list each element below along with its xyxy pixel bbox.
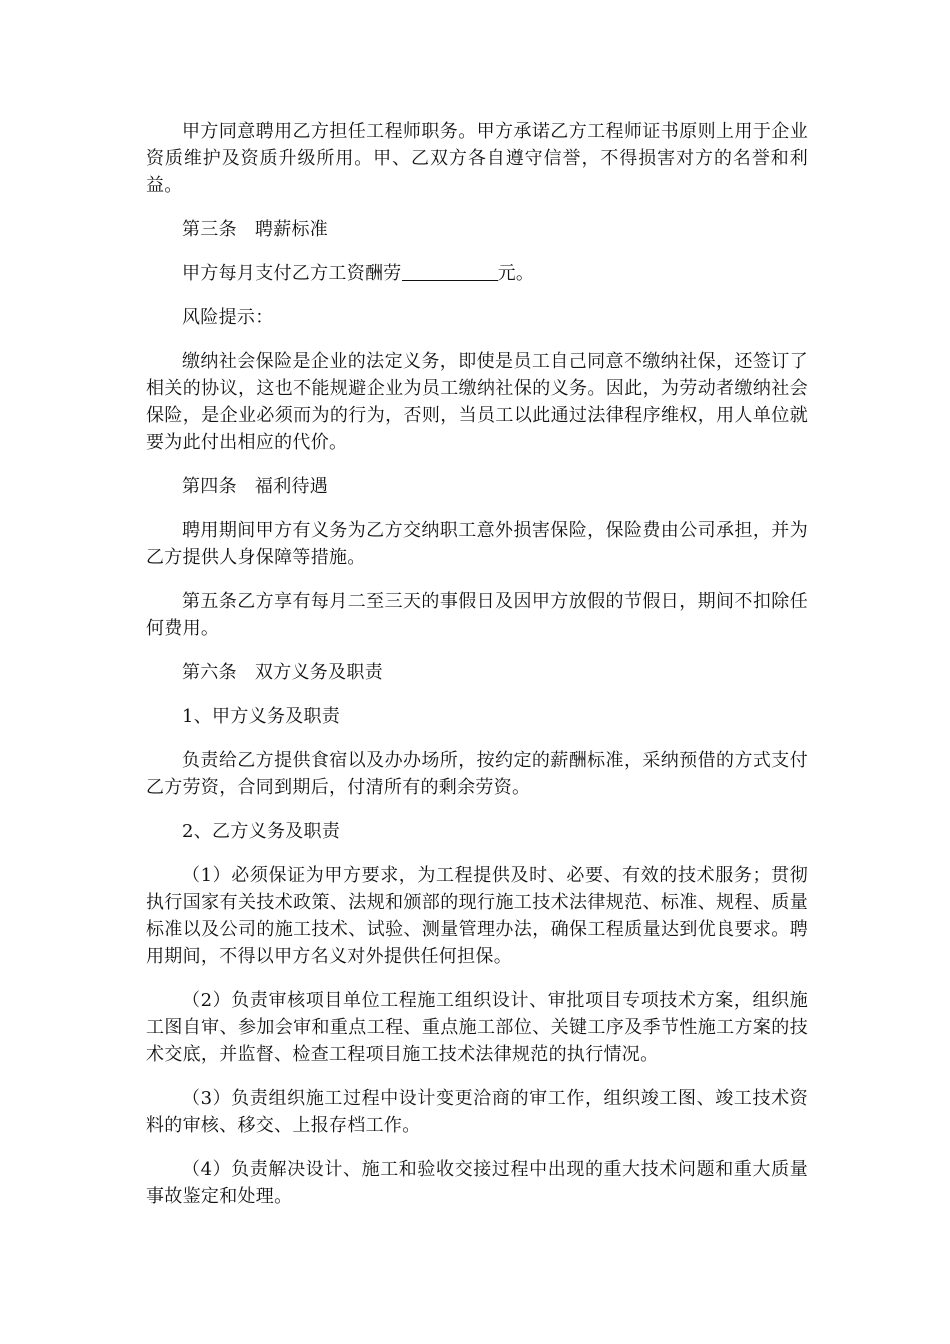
salary-blank	[402, 262, 498, 281]
duty-3: （3）负责组织施工过程中设计变更洽商的审工作，组织竣工图、竣工技术资料的审核、移交、上报存档工作。	[146, 1088, 808, 1136]
article-5-text: 乙方享有每月二至三天的事假日及因甲方放假的节假日，期间不扣除任何费用。	[146, 591, 808, 639]
article-4-heading	[146, 473, 808, 500]
article-title: 福利待遇	[254, 476, 329, 497]
party-b-heading: 2、乙方义务及职责	[182, 821, 341, 842]
salary-prefix: 甲方每月支付乙方工资酬劳	[182, 263, 402, 284]
article-3-heading	[146, 216, 808, 243]
duty-1: （1）必须保证为甲方要求，为工程提供及时、必要、有效的技术服务；贯彻执行国家有关技术政策、法规和颁部的现行施工技术法律规范、标准、规程、质量标准以及公司的施工技术、试验、测量管理办法，确保工程质量达到优良要求。聘用期间，不得以甲方名义对外提供任何担保。	[146, 865, 808, 967]
article-6-heading	[146, 659, 808, 686]
duty-4: （4）负责解决设计、施工和验收交接过程中出现的重大技术问题和重大质量事故鉴定和处理。	[146, 1159, 808, 1207]
article-5	[146, 588, 808, 642]
document-page	[146, 118, 808, 1227]
welfare-text: 聘用期间甲方有义务为乙方交纳职工意外损害保险，保险费由公司承担，并为乙方提供人身保障等措施。	[146, 520, 808, 568]
risk-label: 风险提示：	[182, 307, 274, 328]
party-a-text: 负责给乙方提供食宿以及办办场所，按约定的薪酬标准，采纳预借的方式支付乙方劳资，合同到期后，付清所有的剩余劳资。	[146, 750, 808, 798]
salary-line	[146, 260, 808, 287]
risk-text: 缴纳社会保险是企业的法定义务，即使是员工自己同意不缴纳社保，还签订了相关的协议，这也不能规避企业为员工缴纳社保的义务。因此，为劳动者缴纳社会保险，是企业必须而为的行为，否则，当员工以此通过法律程序维权，用人单位就要为此付出相应的代价。	[146, 351, 808, 453]
duty-2: （2）负责审核项目单位工程施工组织设计、审批项目专项技术方案，组织施工图自审、参加会审和重点工程、重点施工部位、关键工序及季节性施工方案的技术交底，并监督、检查工程项目施工技术法律规范的执行情况。	[146, 990, 808, 1065]
article-title: 聘薪标准	[254, 219, 329, 240]
article-number: 第五条	[182, 591, 238, 612]
paragraph-engagement: 甲方同意聘用乙方担任工程师职务。甲方承诺乙方工程师证书原则上用于企业资质维护及资质升级所用。甲、乙双方各自遵守信誉，不得损害对方的名誉和利益。	[146, 121, 808, 196]
party-a-heading: 1、甲方义务及职责	[182, 706, 341, 727]
article-title: 双方义务及职责	[254, 662, 384, 683]
article-number: 第六条	[182, 662, 237, 683]
salary-suffix: 元。	[497, 263, 535, 284]
article-number: 第四条	[182, 476, 237, 497]
article-number: 第三条	[182, 219, 237, 240]
